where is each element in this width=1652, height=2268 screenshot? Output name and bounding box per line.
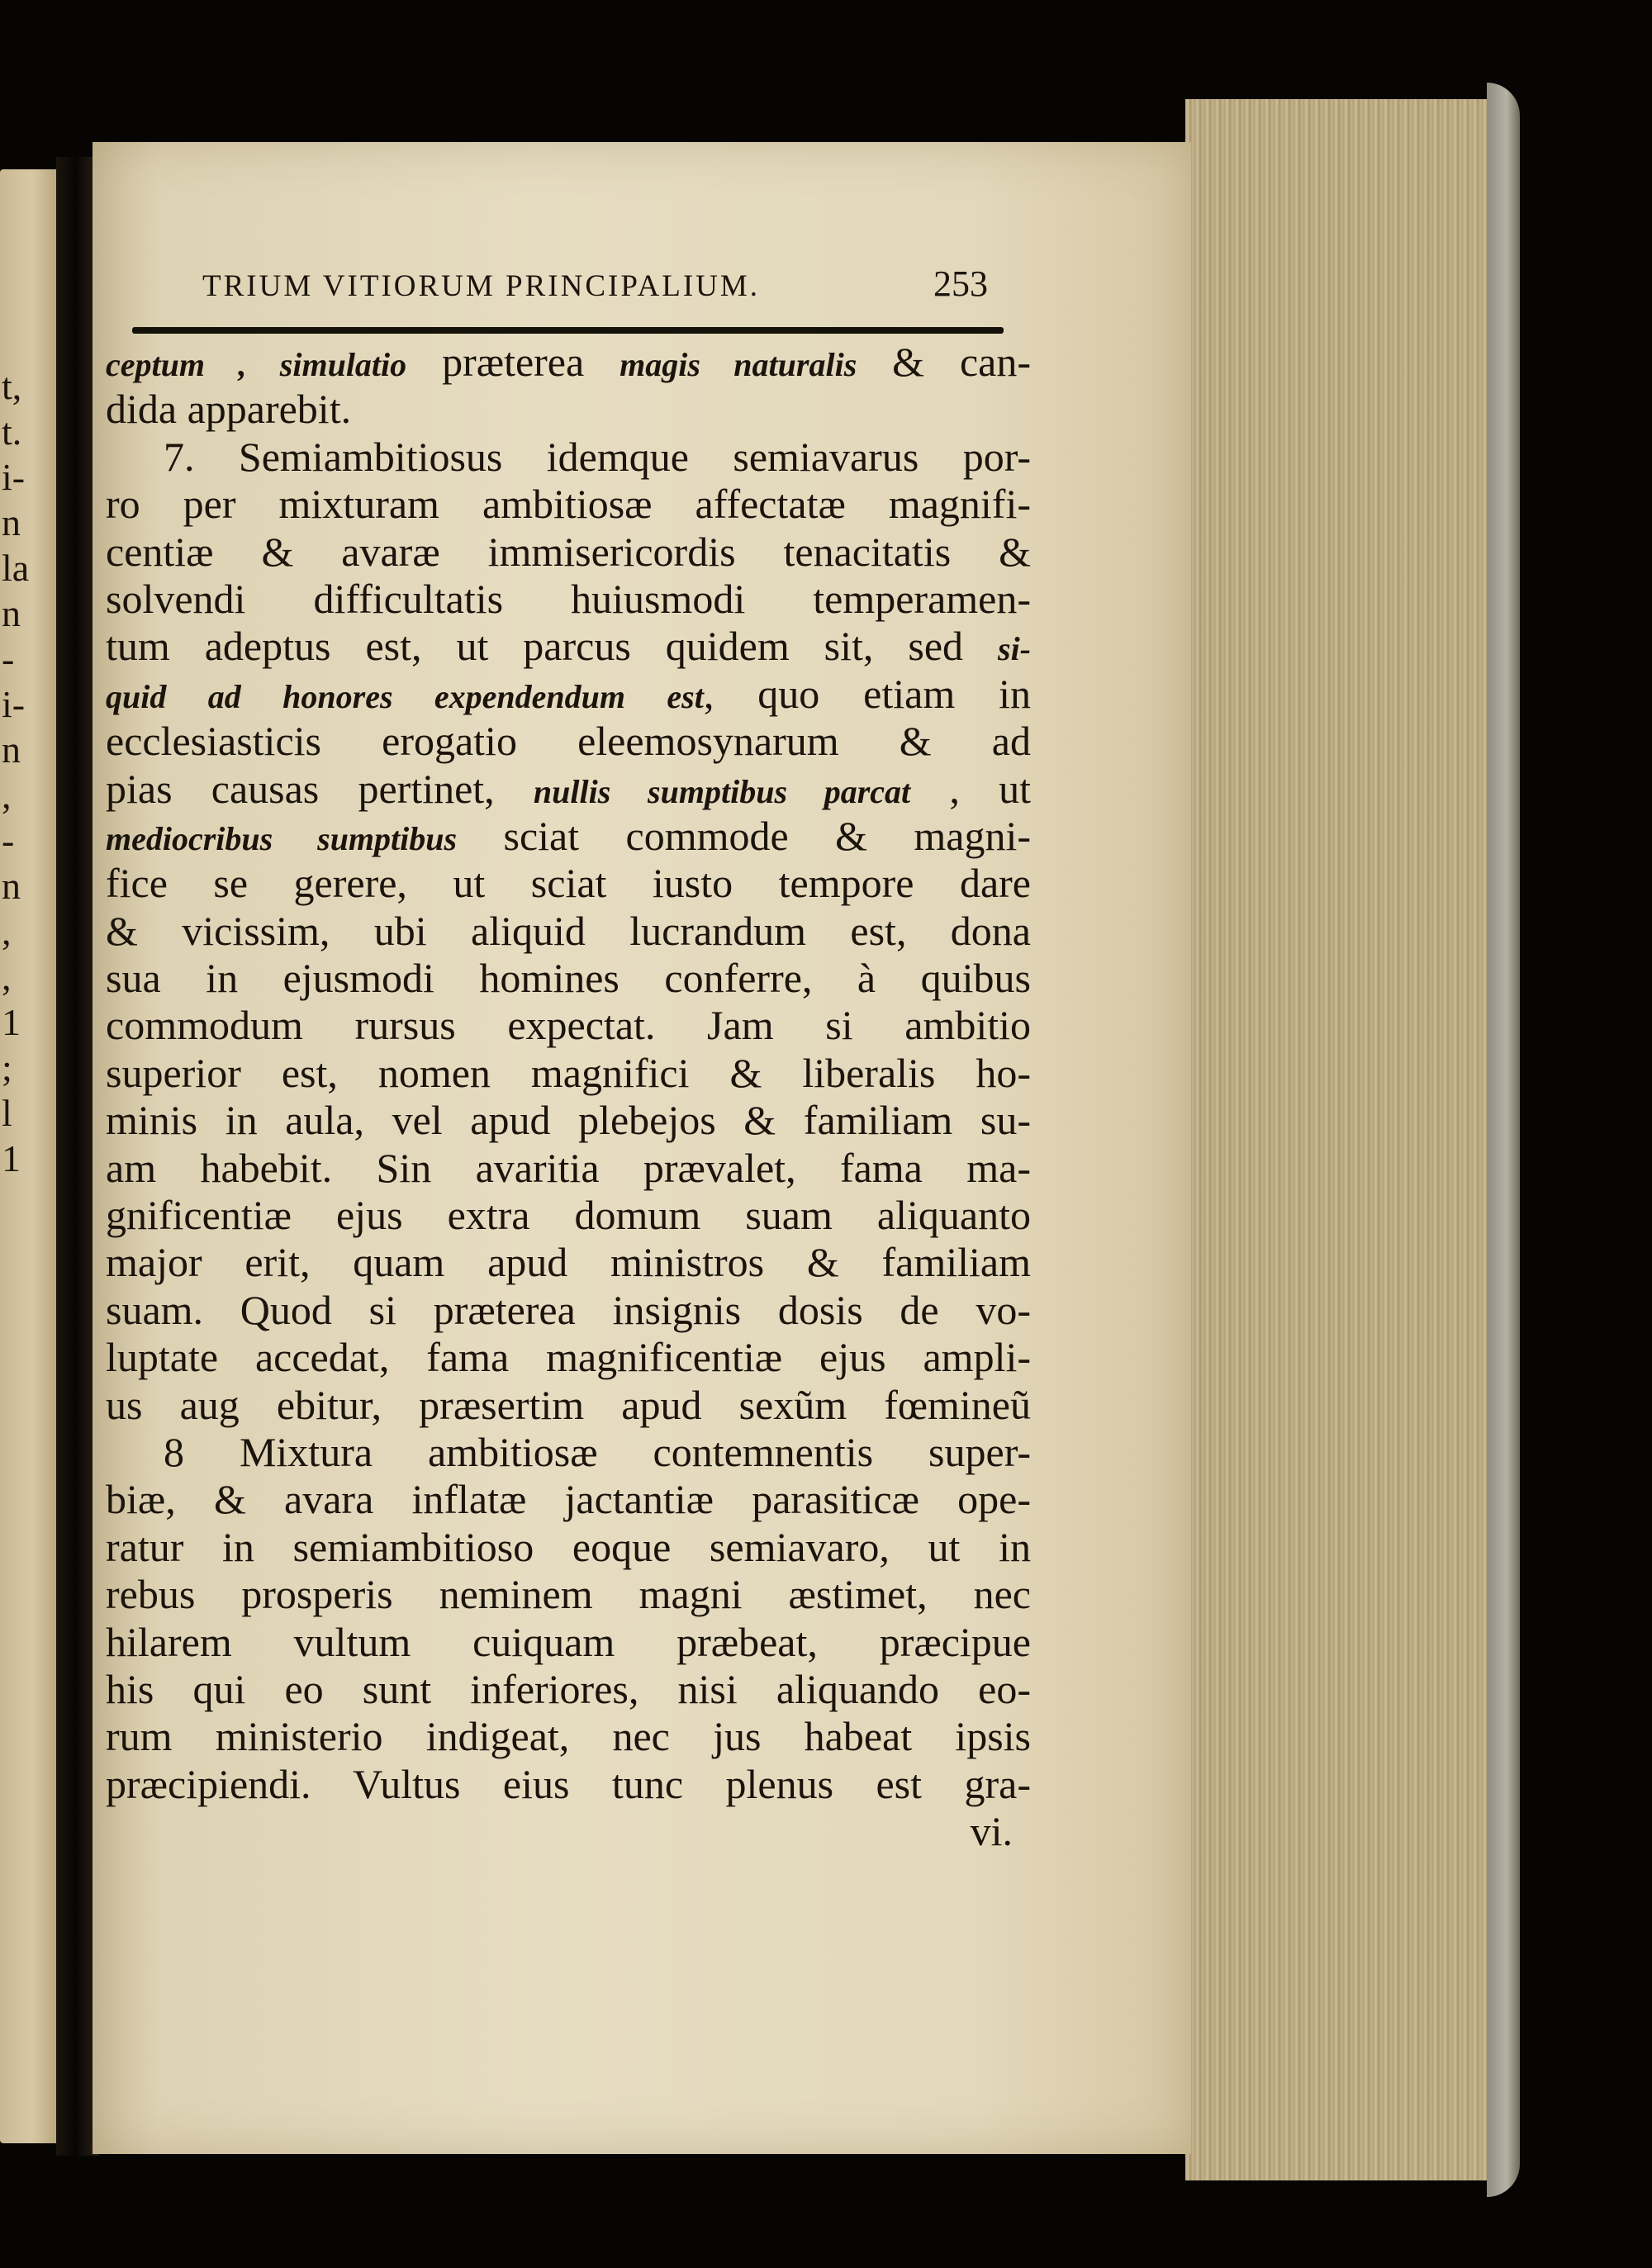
text-line: major erit, quam apud ministros & familiam: [106, 1239, 1031, 1286]
text-line: mediocribus sumptibus sciat commode & magni-: [106, 812, 1031, 859]
text-line: hilarem vultum cuiquam præbeat, præcipue: [106, 1618, 1031, 1665]
book-cover-edge: [1487, 83, 1520, 2197]
facing-page-fragment: t.: [2, 410, 22, 453]
text-line: sua in ejusmodi homines conferre, à quibus: [106, 955, 1031, 1002]
text-line: ratur in semiambitioso eoque semiavaro, ut in: [106, 1523, 1031, 1570]
text-line: solvendi difficultatis huiusmodi temperamen-: [106, 575, 1031, 622]
page-block-edges: [1185, 99, 1512, 2180]
text-line: tum adeptus est, ut parcus quidem sit, sed si-: [106, 623, 1031, 670]
header-rule: [132, 327, 1004, 334]
text-line: his qui eo sunt inferiores, nisi aliquando eo-: [106, 1665, 1031, 1712]
text-line: gnificentiæ ejus extra domum suam aliquanto: [106, 1192, 1031, 1239]
running-head: TRIUM VITIORUM PRINCIPALIUM.: [202, 269, 761, 303]
text-line: us aug ebitur, præsertim apud sexũm fœmineũ: [106, 1381, 1031, 1428]
facing-page-fragment: n: [2, 728, 21, 771]
text-line: commodum rursus expectat. Jam si ambitio: [106, 1002, 1031, 1049]
text-line: ecclesiasticis erogatio eleemosynarum & ad: [106, 718, 1031, 765]
text-line: pias causas pertinet, nullis sumptibus parcat , ut: [106, 765, 1032, 812]
text-line: centiæ & avaræ immisericordis tenacitatis &: [106, 528, 1031, 575]
facing-page-fragment: i-: [2, 456, 26, 498]
facing-page-fragment: 1: [2, 1137, 21, 1179]
text-line: rebus prosperis neminem magni æstimet, nec: [106, 1571, 1031, 1618]
text-line: am habebit. Sin avaritia prævalet, fama ma-: [106, 1144, 1031, 1191]
body-text: [106, 339, 1031, 1856]
text-line: luptate accedat, fama magnificentiæ ejus ampli-: [106, 1334, 1031, 1381]
text-line: ro per mixturam ambitiosæ affectatæ magnifi-: [106, 481, 1031, 528]
text-line: biæ, & avara inflatæ jactantiæ parasiticæ ope-: [106, 1476, 1031, 1523]
facing-page-fragment: l: [2, 1092, 12, 1134]
text-line: 7. Semiambitiosus idemque semiavarus por-: [164, 433, 1031, 480]
facing-page-fragment: n: [2, 501, 21, 543]
text-line: quid ad honores expendendum est, quo etiam in: [106, 670, 1031, 717]
facing-page-fragment: 1: [2, 1001, 21, 1043]
facing-page-fragment: -: [2, 819, 15, 861]
facing-page-fragment: i-: [2, 683, 26, 725]
text-line: superior est, nomen magnifici & liberalis ho-: [106, 1049, 1031, 1096]
text-line: & vicissim, ubi aliquid lucrandum est, dona: [106, 907, 1031, 954]
facing-page-fragment: n: [2, 865, 21, 907]
text-line: dida apparebit.: [106, 386, 352, 433]
previous-page-edge: [0, 169, 58, 2143]
facing-page-fragment: la: [2, 547, 30, 589]
text-line: rum ministerio indigeat, nec jus habeat ipsis: [106, 1713, 1031, 1760]
text-line: fice se gerere, ut sciat iusto tempore dare: [106, 860, 1031, 907]
text-line: 8 Mixtura ambitiosæ contemnentis super-: [164, 1428, 1031, 1475]
facing-page-fragment: ;: [2, 1046, 12, 1089]
facing-page-fragment: ,: [2, 956, 12, 998]
catchword: vi.: [970, 1808, 1013, 1855]
facing-page-fragment: t,: [2, 365, 22, 407]
text-line: suam. Quod si præterea insignis dosis de vo-: [106, 1286, 1031, 1333]
text-line: præcipiendi. Vultus eius tunc plenus est gra-: [106, 1760, 1031, 1807]
facing-page-fragment: -: [2, 638, 15, 680]
facing-page-fragment: ,: [2, 774, 12, 816]
facing-page-fragment: n: [2, 592, 21, 634]
facing-page-fragment: ,: [2, 910, 12, 952]
text-line: ceptum , simulatio præterea magis naturalis & can-: [106, 339, 1032, 385]
text-line: minis in aula, vel apud plebejos & familiam su-: [106, 1097, 1031, 1144]
page-number: 253: [933, 263, 988, 304]
